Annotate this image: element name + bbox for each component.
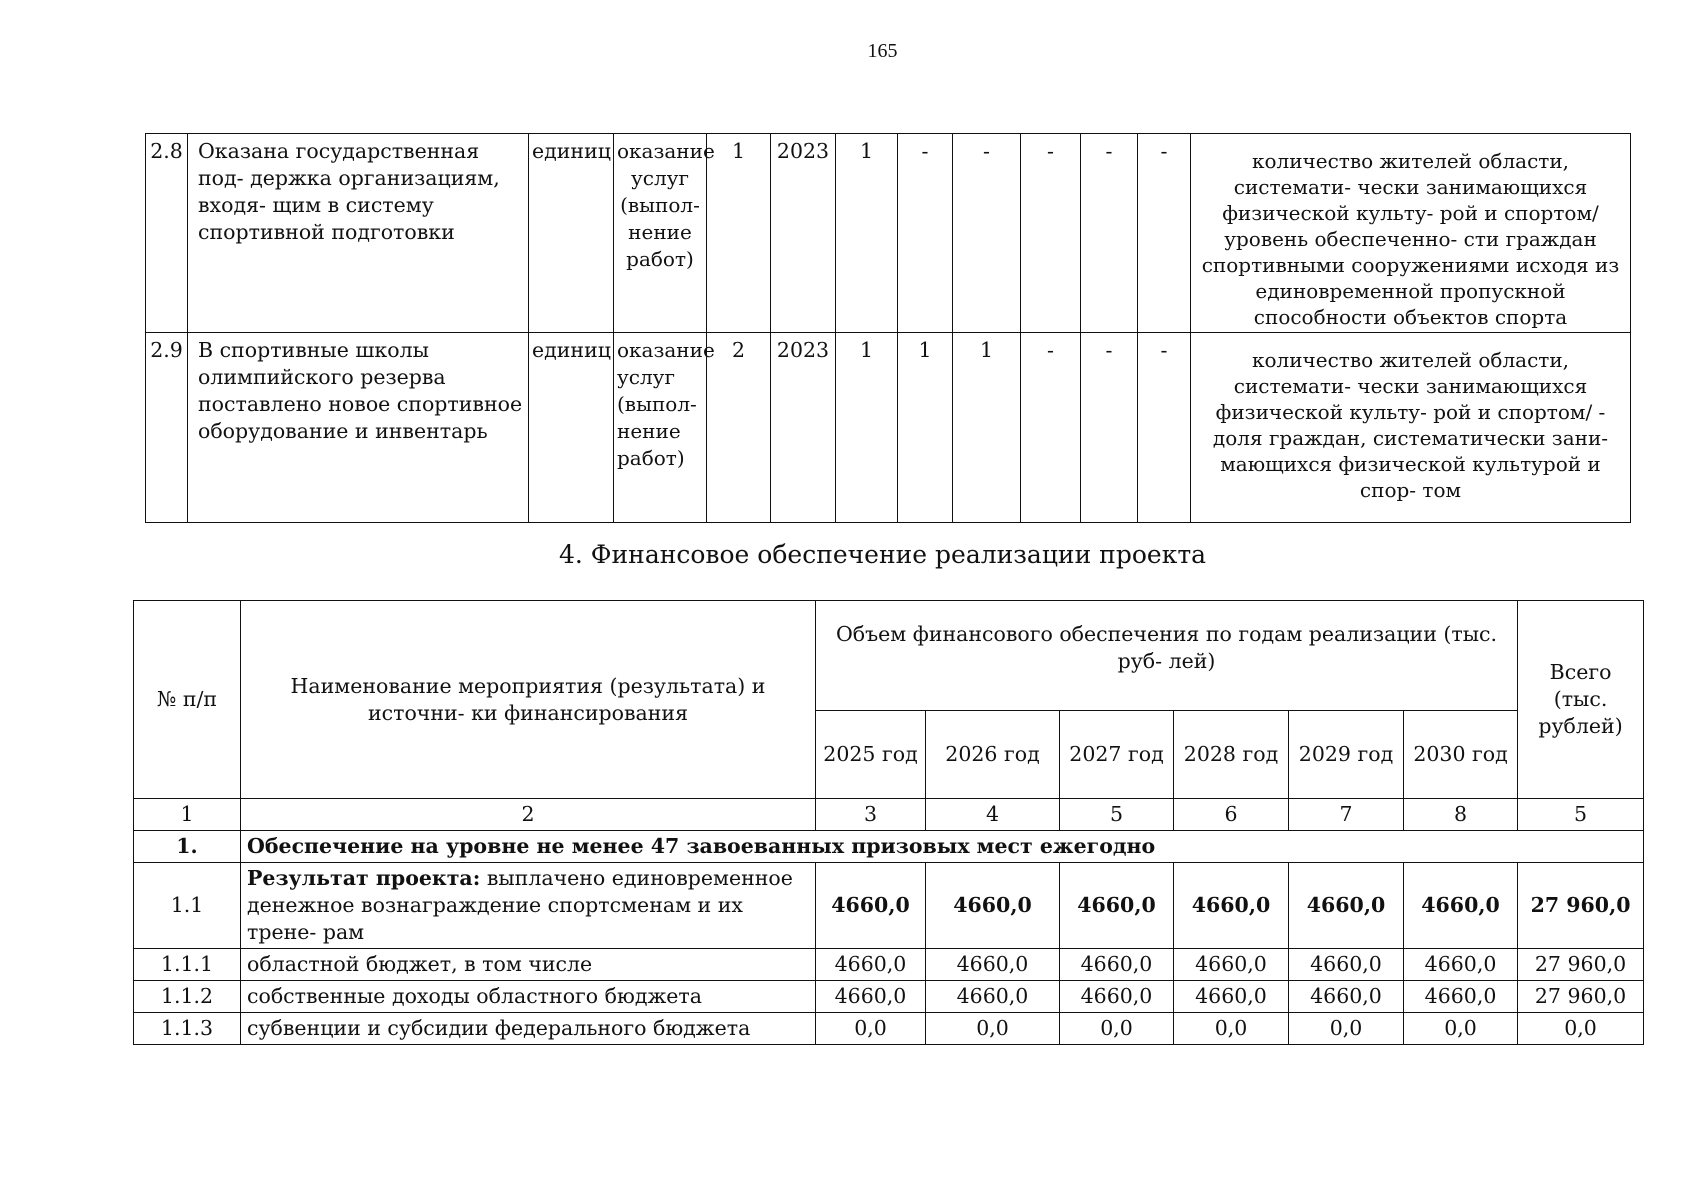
year-value: 1 (953, 333, 1021, 523)
amount: 4660,0 (1289, 981, 1404, 1013)
results-table (145, 133, 1631, 523)
amount: 4660,0 (926, 863, 1060, 949)
year-value: - (1138, 134, 1191, 333)
table-row (134, 981, 1644, 1013)
table-row (146, 333, 1631, 523)
row-number: 2.8 (146, 134, 188, 333)
row-number: 2.9 (146, 333, 188, 523)
header-year: 2026 год (926, 711, 1060, 799)
header-year: 2025 год (816, 711, 926, 799)
amount: 4660,0 (816, 981, 926, 1013)
total-amount: 27 960,0 (1518, 949, 1644, 981)
column-number: 2 (241, 799, 816, 831)
header-year: 2028 год (1174, 711, 1289, 799)
amount: 4660,0 (1404, 949, 1518, 981)
year-value: 1 (836, 134, 898, 333)
column-number: 3 (816, 799, 926, 831)
column-number: 8 (1404, 799, 1518, 831)
column-number: 4 (926, 799, 1060, 831)
page-number: 165 (867, 40, 898, 62)
table-row (134, 949, 1644, 981)
year-value: 1 (836, 333, 898, 523)
table-row (146, 134, 1631, 333)
total-amount: 27 960,0 (1518, 981, 1644, 1013)
source-name: собственные доходы областного бюджета (241, 981, 816, 1013)
total-amount: 0,0 (1518, 1013, 1644, 1045)
column-number: 7 (1289, 799, 1404, 831)
amount: 4660,0 (816, 949, 926, 981)
indicators: количество жителей области, системати- чески занимающихся физической культу- рой и спортом/ уровень обеспеченно- сти граждан спортивными сооружениями исходя из единовременной пропускной способности объектов спорта (1191, 134, 1631, 333)
result-row (134, 863, 1644, 949)
column-number: 1 (134, 799, 241, 831)
table-row (134, 1013, 1644, 1045)
result-name: В спортивные школы олимпийского резерва поставлено новое спортивное оборудование и инвентарь (188, 333, 529, 523)
year-value: 1 (898, 333, 953, 523)
result-number: 1.1 (134, 863, 241, 949)
amount: 4660,0 (926, 949, 1060, 981)
year-value: - (1081, 333, 1138, 523)
result-label: Результат проекта: (247, 866, 481, 890)
section-title: 4. Финансовое обеспечение реализации проекта (558, 540, 1207, 569)
task-name: Обеспечение на уровне не менее 47 завоеванных призовых мест ежегодно (241, 831, 1644, 863)
base-year: 2023 (771, 134, 836, 333)
row-number: 1.1.1 (134, 949, 241, 981)
header-total: Всего (тыс. рублей) (1518, 601, 1644, 799)
amount: 4660,0 (926, 981, 1060, 1013)
year-value: - (1138, 333, 1191, 523)
amount: 4660,0 (816, 863, 926, 949)
amount: 4660,0 (1404, 981, 1518, 1013)
result-name: Оказана государственная под- держка организациям, входя- щим в систему спортивной подготовки (188, 134, 529, 333)
amount: 0,0 (1174, 1013, 1289, 1045)
amount: 4660,0 (1174, 949, 1289, 981)
amount: 4660,0 (1174, 863, 1289, 949)
column-number: 5 (1060, 799, 1174, 831)
header-number: № п/п (134, 601, 241, 799)
row-number: 1.1.2 (134, 981, 241, 1013)
amount: 0,0 (1060, 1013, 1174, 1045)
result-cell (241, 863, 816, 949)
header-year: 2027 год (1060, 711, 1174, 799)
year-value: - (898, 134, 953, 333)
base-year: 2023 (771, 333, 836, 523)
indicators: количество жителей области, системати- чески занимающихся физической культу- рой и спортом/ - доля граждан, систематически зани- мающихся физической культурой и спор- том (1191, 333, 1631, 523)
source-name: областной бюджет, в том числе (241, 949, 816, 981)
header-year: 2030 год (1404, 711, 1518, 799)
row-number: 1.1.3 (134, 1013, 241, 1045)
source-name: субвенции и субсидии федерального бюджета (241, 1013, 816, 1045)
year-value: - (953, 134, 1021, 333)
result-type: оказание услуг (выпол- нение работ) (614, 134, 707, 333)
amount: 0,0 (1289, 1013, 1404, 1045)
year-value: - (1021, 134, 1081, 333)
amount: 4660,0 (1060, 863, 1174, 949)
column-number: 5 (1518, 799, 1644, 831)
header-year: 2029 год (1289, 711, 1404, 799)
header-volume: Объем финансового обеспечения по годам реализации (тыс. руб- лей) (816, 601, 1518, 711)
amount: 4660,0 (1174, 981, 1289, 1013)
column-number: 6 (1174, 799, 1289, 831)
amount: 4660,0 (1060, 981, 1174, 1013)
year-value: - (1021, 333, 1081, 523)
amount: 4660,0 (1404, 863, 1518, 949)
amount: 0,0 (1404, 1013, 1518, 1045)
amount: 0,0 (816, 1013, 926, 1045)
header-name: Наименование мероприятия (результата) и источни- ки финансирования (241, 601, 816, 799)
finance-table (133, 600, 1644, 1045)
task-row (134, 831, 1644, 863)
total-amount: 27 960,0 (1518, 863, 1644, 949)
amount: 0,0 (926, 1013, 1060, 1045)
base-value: 2 (707, 333, 771, 523)
amount: 4660,0 (1289, 863, 1404, 949)
result-type: оказание услуг (выпол- нение работ) (614, 333, 707, 523)
task-number: 1. (134, 831, 241, 863)
amount: 4660,0 (1289, 949, 1404, 981)
result-name: выплачено единовременное денежное вознаграждение спортсменам и их трене- рам (247, 866, 793, 944)
column-numbers-row (134, 799, 1644, 831)
unit: единиц (529, 333, 614, 523)
year-value: - (1081, 134, 1138, 333)
amount: 4660,0 (1060, 949, 1174, 981)
base-value: 1 (707, 134, 771, 333)
table-header-row (134, 601, 1644, 711)
unit: единиц (529, 134, 614, 333)
